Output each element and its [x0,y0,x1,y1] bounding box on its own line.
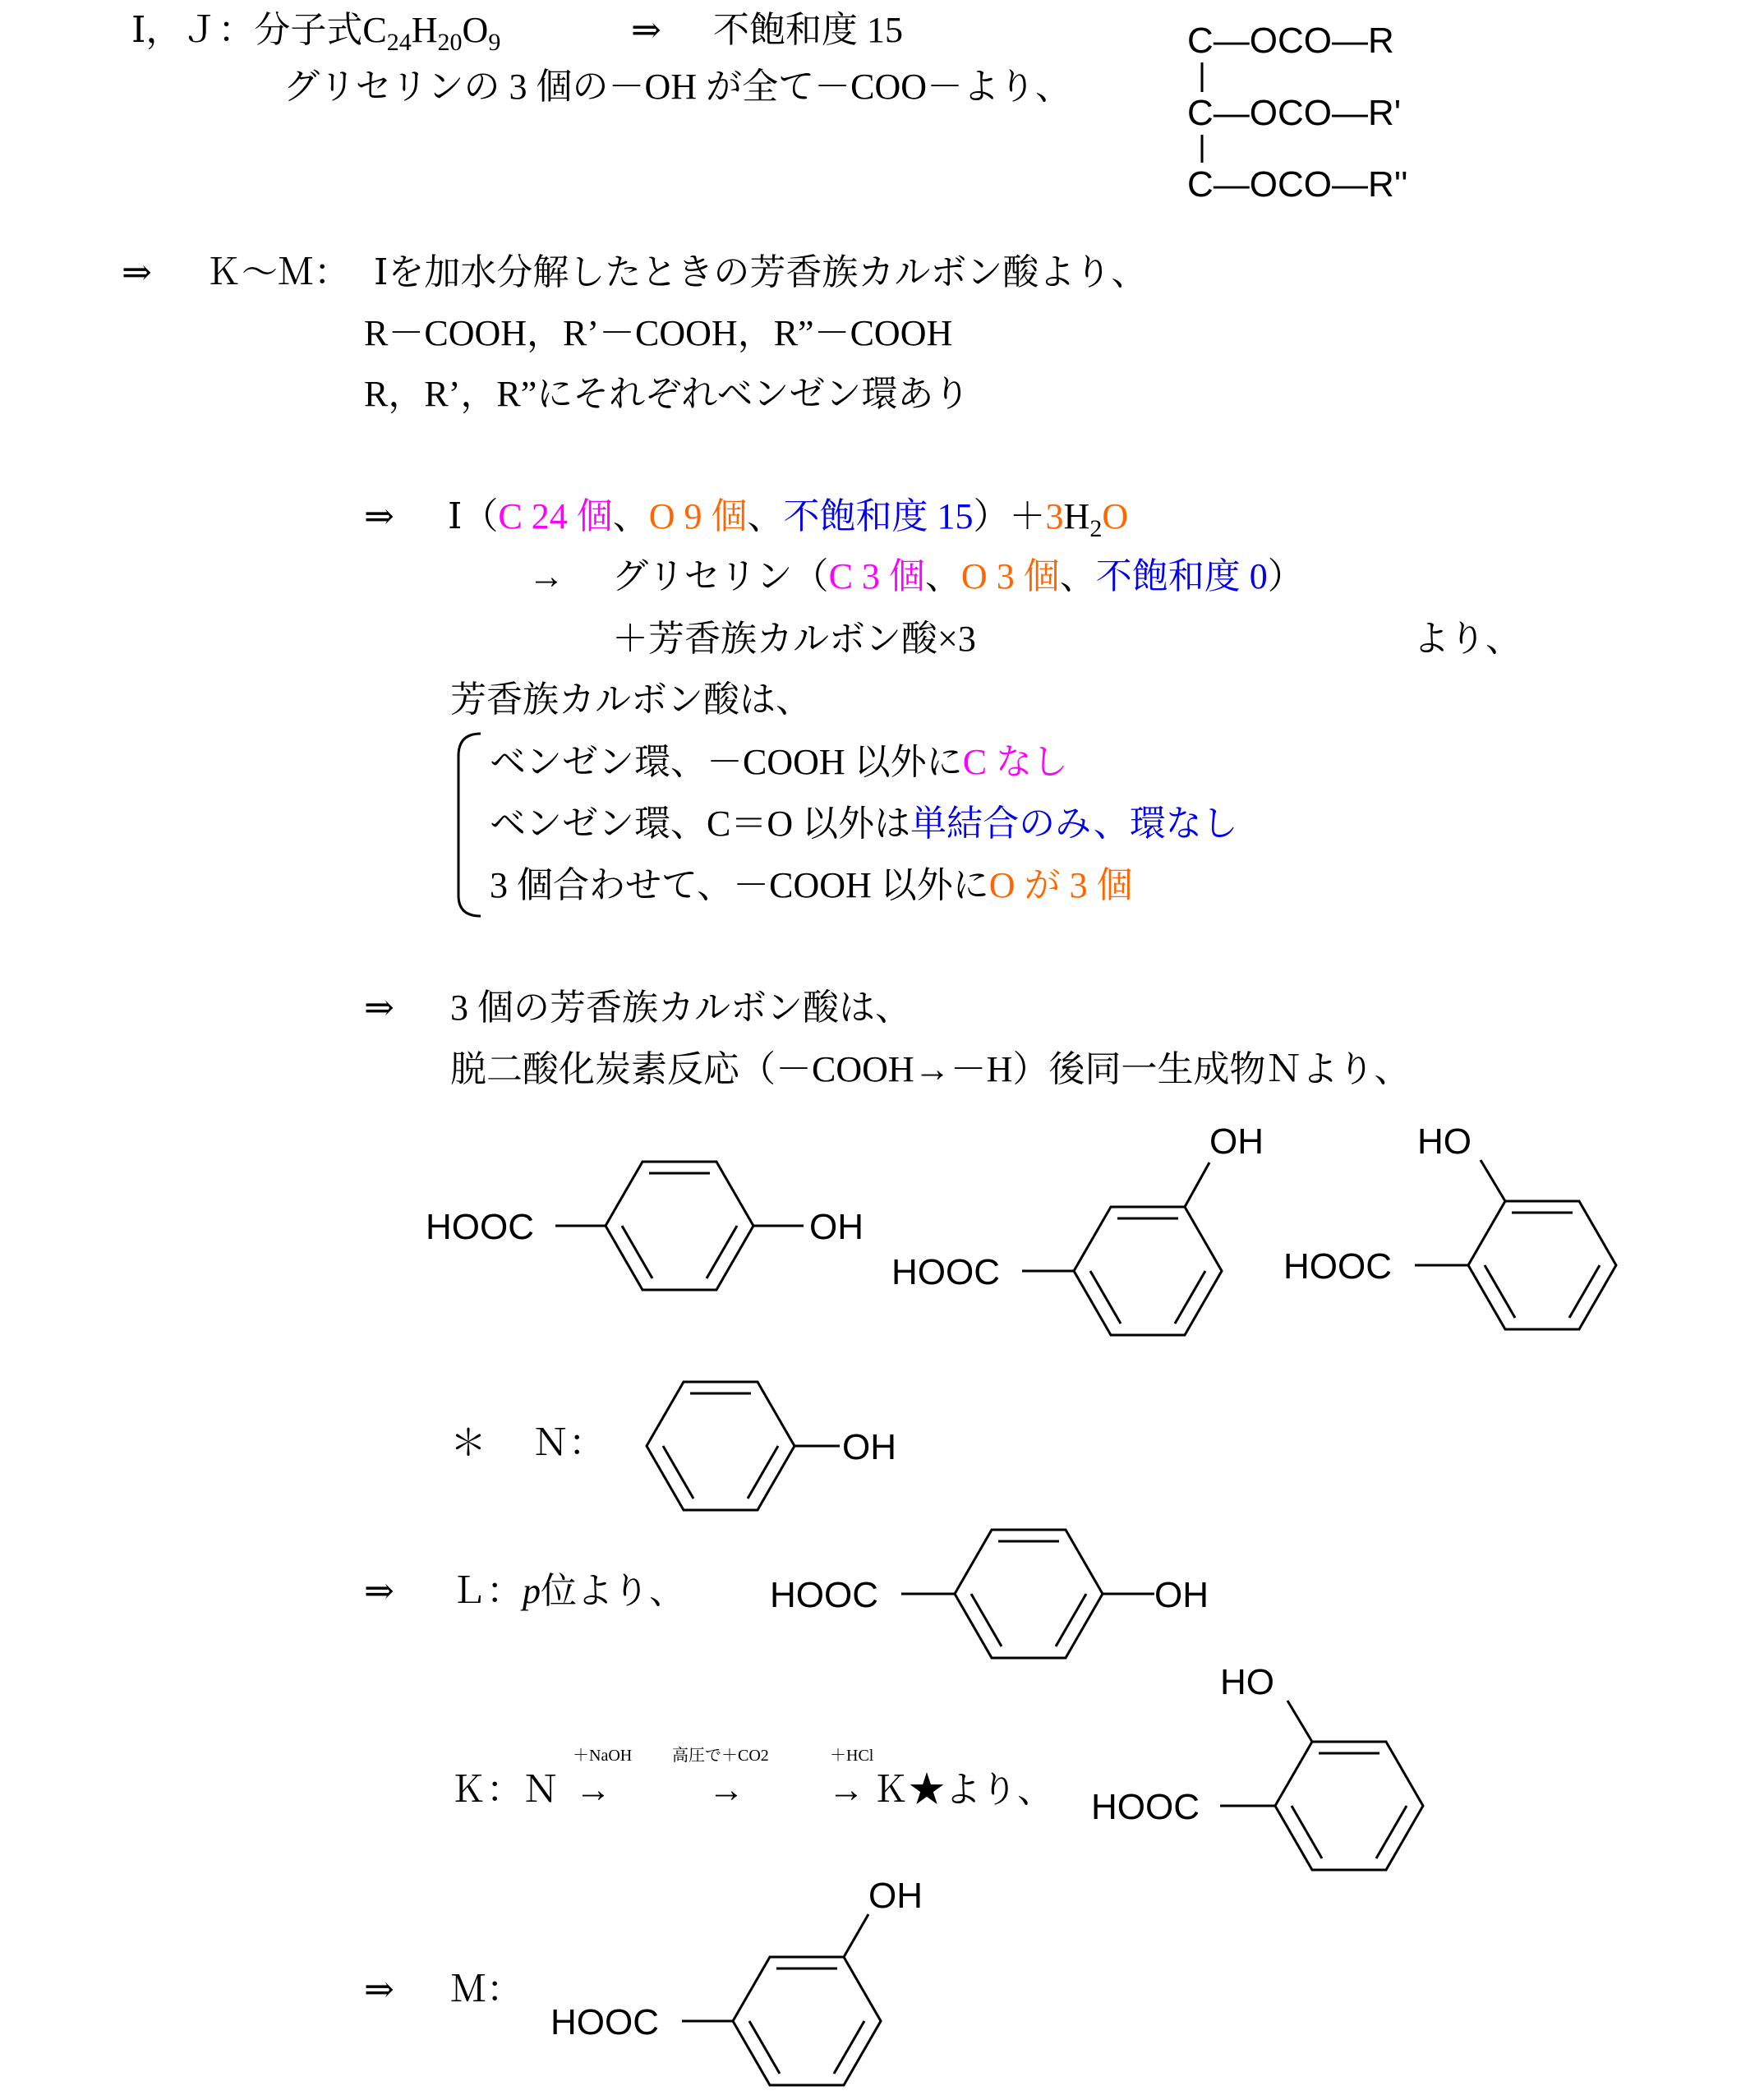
s3-hooc: HOOC [1283,1246,1392,1287]
triester-row-2: C—OCO—R' [1187,93,1402,133]
acid-heading: 芳香族カルボン酸は、 [450,679,812,720]
n-label: Ｎ： [532,1423,605,1463]
k-structure [1220,1701,1423,1870]
eq-comma-4: 、 [1059,556,1096,596]
s1-oh: OH [809,1207,864,1247]
s3-ho: HO [1417,1121,1472,1162]
eq-i-carbon: C 24 個 [498,496,613,536]
triester-row-3: C—OCO—R'' [1187,164,1408,205]
k-arrow-1: → [575,1770,611,1810]
km-rings: R，R’，R”にそれぞれベンゼン環あり [364,374,970,414]
eq-gly-label: グリセリン（ [612,556,829,596]
k-ho: HO [1220,1662,1274,1702]
l-hooc: HOOC [770,1575,878,1615]
m-structure [682,1914,881,2085]
formula-prefix: Ⅰ，Ｊ：分子式 [131,10,363,50]
eq-arrow: ⇒ [364,496,394,536]
formula-c-count: 24 [386,29,412,56]
three-line-1: 3 個の芳香族カルボン酸は、 [450,988,911,1028]
unsaturation: 不飽和度 15 [713,10,903,50]
acid-b3-pre: 3 個合わせて、－COOH 以外に [490,865,989,905]
formula-arrow: ⇒ [631,10,661,50]
eq-close-2: ） [1267,556,1304,596]
km-label: Ｋ～Ｍ： [205,252,350,292]
eq-i-unsat: 不飽和度 15 [783,496,974,536]
k-label: Ｋ：Ｎ [450,1770,559,1810]
formula-h: H [411,10,438,50]
acid-b1-pre: ベンゼン環、－COOH 以外に [490,742,963,782]
m-arrow: ⇒ [364,1969,394,2010]
eq-gly-oxygen: O 3 個 [960,556,1060,596]
eq-plus-acid: ＋芳香族カルボン酸×3 [612,619,976,659]
formula-o: O [462,10,489,50]
n-star: ＊ [450,1423,486,1463]
km-text: Ⅰを加水分解したときの芳香族カルボン酸より、 [374,252,1148,292]
km-acids: R－COOH，R’－COOH，R”－COOH [364,313,953,353]
triester-row-1: C—OCO—R [1187,21,1394,61]
glycerin-note: グリセリンの 3 個の－OH が全て－COO－より、 [283,67,1072,107]
k-hooc: HOOC [1091,1787,1200,1827]
k-reagent-1: ＋NaOH [573,1747,633,1765]
k-reagent-2: 高圧で＋CO2 [672,1747,769,1765]
m-label: Ｍ： [450,1969,523,2010]
eq-comma-2: 、 [747,496,784,536]
eq-gly-unsat: 不飽和度 0 [1095,556,1268,596]
eq-water-o: O [1102,496,1129,536]
phenol-structure [647,1382,840,1510]
eq-comma-3: 、 [924,556,961,596]
eq-gly-carbon: C 3 個 [828,556,925,596]
para-hydroxybenzoic-acid [555,1162,804,1290]
eq-comma-1: 、 [612,496,649,536]
meta-hydroxybenzoic-acid [1022,1163,1222,1335]
acid-b2-highlight: 単結合のみ、環なし [910,803,1238,844]
eq-arrow-2: → [528,556,564,596]
acid-b3-highlight: O が 3 個 [988,865,1133,905]
three-arrow: ⇒ [364,988,394,1028]
eq-i-label: Ⅰ（ [448,496,499,536]
acid-b2-pre: ベンゼン環、C＝O 以外は [490,803,911,844]
l-para: p [523,1571,541,1611]
k-arrow-2: → [708,1770,744,1810]
eq-water-coef: 3 [1045,496,1064,536]
formula-o-count: 9 [488,29,501,56]
eq-water-h-count: 2 [1089,515,1103,542]
l-text: 位より、 [541,1571,685,1611]
k-arrow-3: → [828,1770,864,1810]
km-arrow: ⇒ [122,252,152,292]
l-structure [901,1530,1154,1658]
formula-h-count: 20 [437,29,463,56]
eq-close-1: ）＋ [973,496,1046,536]
k-reagent-3: ＋HCl [830,1747,874,1765]
l-label: Ｌ： [450,1571,523,1611]
s2-hooc: HOOC [891,1252,1000,1292]
acid-b1-highlight: C なし [962,742,1069,782]
k-tail: Ｋ★より、 [873,1770,1053,1810]
formula-c: C [362,10,387,50]
s2-oh: OH [1209,1121,1264,1162]
n-oh: OH [842,1427,896,1467]
eq-yori: より、 [1413,619,1522,659]
l-oh: OH [1154,1575,1209,1615]
eq-i-oxygen: O 9 個 [648,496,748,536]
ortho-hydroxybenzoic-acid [1415,1160,1616,1329]
three-line-2: 脱二酸化炭素反応（－COOH→－H）後同一生成物Ｎより、 [450,1049,1411,1089]
m-hooc: HOOC [550,2002,659,2042]
l-arrow: ⇒ [364,1571,394,1611]
eq-water-h: H [1063,496,1090,536]
m-oh: OH [868,1876,923,1916]
s1-hooc: HOOC [426,1207,534,1247]
